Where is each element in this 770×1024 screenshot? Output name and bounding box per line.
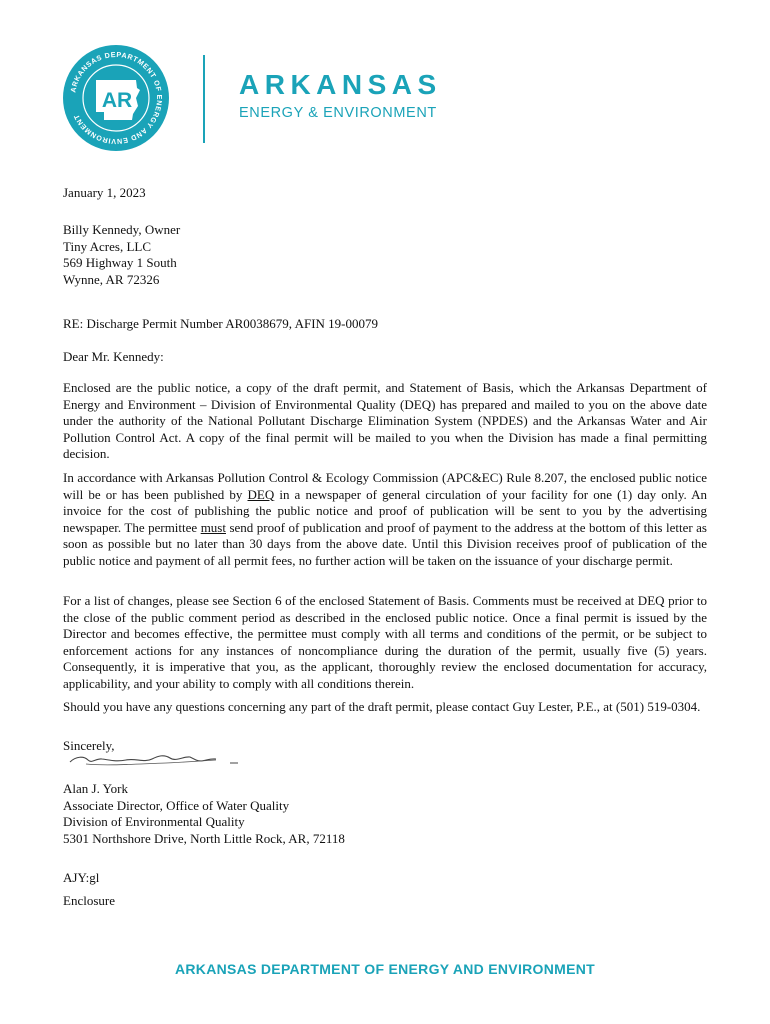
agency-seal-logo — [62, 44, 170, 152]
signer-block — [63, 781, 707, 847]
letter-date: January 1, 2023 — [63, 185, 146, 200]
paragraph-2 — [63, 470, 707, 569]
re-line: RE: Discharge Permit Number AR0038679, AFIN 19-00079 — [63, 316, 378, 331]
recipient-name: Billy Kennedy, Owner — [63, 222, 181, 237]
footer-agency-name: ARKANSAS DEPARTMENT OF ENERGY AND ENVIRONMENT — [174, 961, 596, 977]
seal-monogram: AR — [101, 89, 133, 112]
header-divider — [203, 55, 205, 143]
paragraph-2-underline-deq: DEQ — [247, 486, 275, 502]
paragraph-1: Enclosed are the public notice, a copy of the draft permit, and Statement of Basis, which the Arkansas Department of Energy and Environment – Division of Environmental Quality (DEQ) has prepared and mailed to you on the above date under the authority of the National Pollutant Discharge Elimination System (NPDES) and the Arkansas Water and Air Pollution Control Act. A copy of the final permit will be mailed to you when the Division has made a final permitting decision. — [63, 380, 707, 461]
paragraph-2-part-3: send proof of publication and proof of payment to the address at the bottom of this letter as soon as possible but no later than 30 days from the above date. Until this Division receives proof of publication of the public notice and payment of all permit fees, no further action will be taken on the issuance of your discharge permit. — [63, 519, 707, 568]
recipient-company: Tiny Acres, LLC — [63, 238, 151, 254]
brand-title: ARKANSAS — [239, 69, 442, 100]
signer-division: Division of Environmental Quality — [63, 814, 245, 829]
seal-ring-text: ARKANSAS DEPARTMENT OF ENERGY AND ENVIRONMENT — [68, 49, 165, 147]
brand-wordmark — [239, 70, 442, 122]
brand-subtitle: ENERGY & ENVIRONMENT — [239, 105, 437, 121]
signer-name: Alan J. York — [63, 781, 129, 796]
salutation: Dear Mr. Kennedy: — [63, 349, 164, 364]
signer-title: Associate Director, Office of Water Quality — [63, 797, 290, 813]
signer-address: 5301 Northshore Drive, North Little Rock, AR, 72118 — [63, 830, 345, 846]
paragraph-3: For a list of changes, please see Section 6 of the enclosed Statement of Basis. Comments must be received at DEQ prior to the close of the public comment period as described in the enclosed public notice. Once a final permit is issued by the Director and becomes effective, the permittee must comply with all terms and conditions of the permit, or be subject to enforcement actions for any instances of noncompliance during the duration of the permit, usually five (5) years. Consequently, it is imperative that you, as the applicant, thoroughly review the enclosed documentation for accuracy, applicability, and your ability to comply with all conditions therein. — [63, 593, 707, 691]
paragraph-2-part-2: in a newspaper of general circulation of your facility for one (1) day only. An invoice for the cost of publishing the public notice and proof of publication will be sent to you by the advertising newspaper. The permittee — [63, 486, 708, 535]
closing: Sincerely, — [63, 738, 115, 753]
handwritten-signature — [66, 748, 241, 770]
recipient-city: Wynne, AR 72326 — [63, 271, 160, 287]
recipient-street: 569 Highway 1 South — [63, 255, 177, 270]
enclosure-note: Enclosure — [63, 893, 115, 908]
paragraph-2-part-1: In accordance with Arkansas Pollution Control & Ecology Commission (APC&EC) Rule 8.207, the enclosed public notice will be or has been published by — [63, 470, 707, 502]
recipient-address — [63, 222, 707, 288]
typist-initials: AJY:gl — [63, 870, 100, 885]
paragraph-2-underline-must: must — [200, 519, 226, 535]
paragraph-4: Should you have any questions concerning any part of the draft permit, please contact Guy Lester, P.E., at (501) 519-0304. — [63, 699, 701, 714]
